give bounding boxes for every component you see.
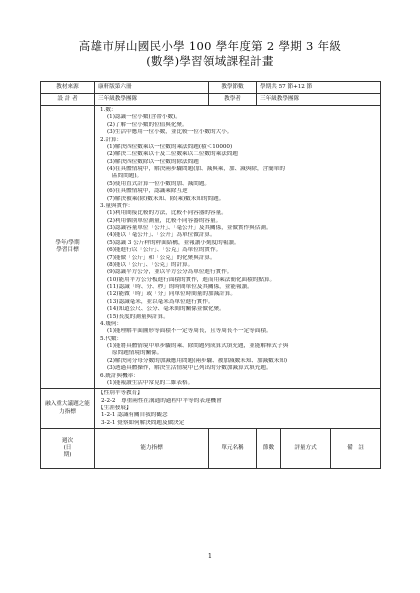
goals-content	[95, 106, 381, 389]
evaluation-header: 評量方式	[281, 429, 331, 469]
issues-label: 融入重大議題之能力指標	[41, 389, 95, 429]
goal-line: (1)能將具體情境中單步驟的乘、除問題列成算式填充題，並能解釋式子與	[107, 343, 289, 349]
goal-line: (1)利用間接比較的方法，比較不同容器的容量。	[107, 210, 227, 217]
course-plan-table	[40, 81, 381, 469]
goal-line: (6)在具體情境中，認識乘除互逆	[107, 188, 188, 195]
goal-line: (1)認識一位小數(含帶小數)。	[107, 114, 181, 121]
goal-line: (7)能做「公斤」和「公克」的化聚與計算。	[107, 254, 216, 261]
goal-line: (14)知道公尺、公分、毫米間的關係並做化聚。	[107, 306, 225, 313]
issues-content	[95, 389, 381, 429]
goal-line: (10)能用平方公分板進行面積的實作，進而用乘法簡化面積的點算。	[107, 276, 276, 283]
goal-line: (2)了解一位小數的位值與化聚。	[107, 121, 188, 128]
issue-line: 【性別平等教育】	[98, 390, 143, 397]
meta-row-designer	[41, 94, 381, 106]
goal-line: 1.數：	[100, 107, 117, 113]
textbook-value: 康軒版第六冊	[95, 82, 209, 94]
schedule-header-row	[41, 429, 381, 469]
goal-line: (3)透過具體操作，解決生活情境中已列出的分數加減算式填充題。	[107, 365, 272, 372]
goals-label	[41, 106, 95, 389]
periods-header: 節數	[257, 429, 281, 469]
goals-label-line2: 學習目標	[56, 247, 79, 254]
issue-line: 【生涯發展】	[98, 405, 132, 411]
goal-line: 4.幾何：	[100, 320, 123, 327]
week-header-line3: 期)	[63, 452, 72, 459]
goal-line: 3.量與實作：	[100, 202, 134, 209]
goal-line: (9)認識平方公分，並以平方公分為單位進行實作。	[107, 269, 233, 276]
issue-line: 2-2-2 尊重兩性在溝通的過程中平等的表達機會	[101, 397, 222, 404]
issues-row	[41, 389, 381, 429]
week-header-line2: (日	[63, 444, 72, 451]
unit-header: 單元名稱	[209, 429, 257, 469]
goal-line: 6.統計與機率：	[100, 372, 139, 379]
remarks-header: 備 註	[331, 429, 381, 469]
ability-header: 能力指標	[95, 429, 209, 469]
goals-row	[41, 106, 381, 389]
goal-line: 原問題情境的關係。	[112, 350, 163, 357]
goal-line: 5.代數：	[100, 335, 123, 342]
goal-line: (2)利用個別單位測量，比較不同容器的容量。	[107, 217, 222, 224]
goal-line: (8)能以「公斤」、「公克」的計算。	[107, 261, 194, 268]
goal-line: (13)認識毫米，並以毫米為單位進行實作。	[107, 298, 214, 305]
document-title: 高雄市屏山國民小學 100 學年度第 2 學期 3 年級	[78, 39, 342, 53]
goal-line: (6)能進行以「公斤」、「公克」為單位的實作。	[107, 247, 222, 254]
goal-line: (3)生活中應用一位小數，並比較一位小數的大小。	[107, 129, 233, 136]
goal-line: (7)解決被乘(除)數未知、除(乘)數未知的問題。	[107, 195, 225, 202]
document-subtitle: (數學)學習領域課程計畫	[146, 54, 274, 68]
goal-line: (1)解決四位數乘以一位數的乘法問題(積＜10000)	[107, 143, 233, 150]
issue-line: 3-2-1 覺察如何解決問題及做決定	[101, 419, 185, 426]
goal-line: (1)能報讀生活中常見的二維表格。	[107, 379, 194, 386]
goal-line: (4)在具體情境中，解決兩步驟問題(加、減與乘，加、減與除，含簡單的	[107, 166, 285, 172]
issue-line: 1-2-1 認識有關自我的觀念	[101, 412, 168, 419]
meta-row-textbook	[41, 82, 381, 94]
goal-line: 2.計算：	[100, 136, 123, 143]
units-label: 教學節數	[209, 82, 257, 94]
units-value: 學期共 57 節+12 節	[257, 82, 381, 94]
goal-line: (4)能以「毫公升」、「公升」為單位做計算。	[107, 232, 216, 239]
teacher-value: 三年級教學團隊	[257, 94, 381, 106]
designer-value: 三年級教學團隊	[95, 94, 209, 106]
goal-line: (1)能理解平面圖形等面積不一定等周長，且等周長不一定等面積。	[107, 328, 272, 335]
goal-line: 區問問題)。	[112, 173, 143, 180]
goal-line: (5)認識 3 公斤秤的秤面結構，並報讀小刻度的報讀。	[107, 239, 240, 246]
goal-line: (12)能做「時」或「分」同單位時間量的加減計算。	[107, 291, 236, 298]
page-number: 1	[207, 552, 213, 560]
week-header-line1: 週次	[61, 437, 74, 444]
goal-line: (11)認識「時、分、秒」的時間單位及其關係，並能報讀。	[107, 284, 253, 290]
teacher-label: 教學者	[209, 94, 257, 106]
goals-label-line1: 學年/學期	[55, 239, 80, 246]
goal-line: (3)解決四位數除以一位數的除法問題	[107, 158, 199, 165]
textbook-label: 教材來源	[41, 82, 95, 94]
goal-line: (15)長度的測量與計算。	[107, 313, 169, 320]
week-header	[41, 429, 95, 469]
goal-line: (3)認識容量單位「公升」、「毫公升」及其關係，並做實作與估測。	[107, 225, 272, 231]
goal-line: (5)使用直式計算一位小數的加、減問題。	[107, 180, 211, 187]
goal-line: (2)解決二位數乘以十及二位數乘以二位數的乘法問題	[107, 151, 238, 158]
goal-line: (2)解決同分母分數的加減應用問題(兩步驟、被加減數未知、加減數未知)	[107, 357, 288, 364]
designer-label: 設 計 者	[41, 94, 95, 106]
